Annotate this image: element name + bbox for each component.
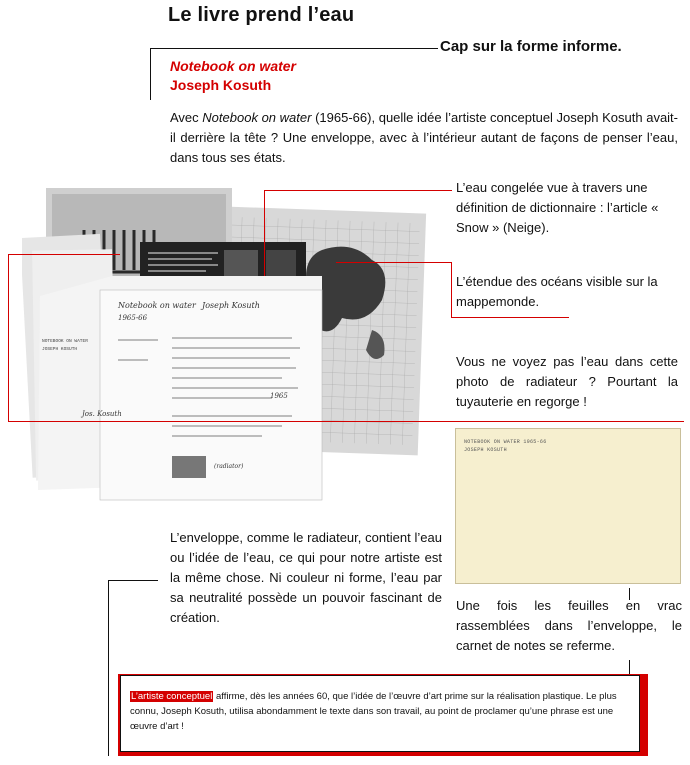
envelope-label: NOTEBOOK ON WATER 1965-66	[464, 439, 547, 445]
definition-body: affirme, dès les années 60, que l’idée de l’œuvre d’art prime sur la réalisation plastique. Le plus connu, Joseph Kosuth, utilisa abondamment le texte dans son travail, au point de proclamer qu’une phrase est une œuvre d’art !	[130, 691, 617, 732]
intro-work-title: Notebook on water	[202, 110, 312, 125]
intro-after: (1965-66), quelle idée l’artiste conceptuel Joseph Kosuth avait-il derrière la tête ? Une enveloppe, avec à l’intérieur autant de façons de penser l’eau, dans tous ses états.	[170, 110, 679, 165]
page-subtitle: Cap sur la forme informe.	[440, 38, 622, 55]
snowflake-image-2	[266, 250, 296, 280]
connector-envelope-h	[108, 580, 158, 581]
work-title: Notebook on water	[170, 58, 297, 74]
note-year: 1965	[270, 392, 288, 400]
intro-paragraph	[170, 108, 678, 168]
radiator-sketch-caption: (radiator)	[214, 463, 244, 470]
snowflake-image	[224, 250, 258, 280]
envelope-photo	[455, 428, 681, 584]
caption-oceans: L’étendue des océans visible sur la mappemonde.	[456, 274, 658, 309]
caption-snow: L’eau congelée vue à travers une définition de dictionnaire : l’article « Snow » (Neige).	[456, 180, 659, 235]
radiator-frame-left	[8, 254, 9, 422]
radiator-sketch	[172, 456, 206, 478]
radiator-frame-bottom	[8, 421, 684, 422]
connector-ocean-v	[451, 262, 452, 318]
page-title: Le livre prend l’eau	[168, 4, 355, 26]
intro-before: Avec	[170, 110, 203, 125]
definition-text	[130, 689, 630, 734]
envelope-label-artist: JOSEPH KOSUTH	[464, 447, 507, 453]
work-artist: Joseph Kosuth	[170, 77, 272, 93]
note-date: 1965-66	[118, 314, 148, 322]
caption-envelope-concept: L’enveloppe, comme le radiateur, contient l’eau ou l’idée de l’eau, ce qui pour notre artiste est la même chose. Ni couleur ni forme, l’eau par sa neutralité possède un pouvoir fascinant de création.	[170, 530, 442, 625]
title-rule	[150, 48, 438, 49]
note-title: Notebook on water	[118, 301, 196, 310]
radiator-frame-top	[8, 254, 120, 255]
page-label-artist: JOSEPH KOSUTH	[42, 347, 78, 352]
connector-snow-h	[264, 190, 452, 191]
page-label: NOTEBOOK ON WATER	[42, 339, 88, 344]
connector-ocean-under	[451, 317, 569, 318]
note-signature: Jos. Kosuth	[82, 410, 122, 418]
definition-term: L’artiste conceptuel	[131, 691, 213, 702]
connector-ocean-h	[336, 262, 452, 263]
title-rule-drop	[150, 48, 151, 100]
notebook-photo	[22, 180, 444, 512]
notebook-photo-svg	[22, 180, 444, 512]
connector-envelope-v	[108, 580, 109, 756]
note-artist: Joseph Kosuth	[202, 301, 260, 310]
caption-notebook-closed: Une fois les feuilles en vrac rassemblées dans l’enveloppe, le carnet de notes se referme.	[456, 598, 682, 653]
caption-radiator: Vous ne voyez pas l’eau dans cette photo de radiateur ? Pourtant la tuyauterie en regorge !	[456, 354, 678, 409]
connector-snow-v	[264, 190, 265, 276]
